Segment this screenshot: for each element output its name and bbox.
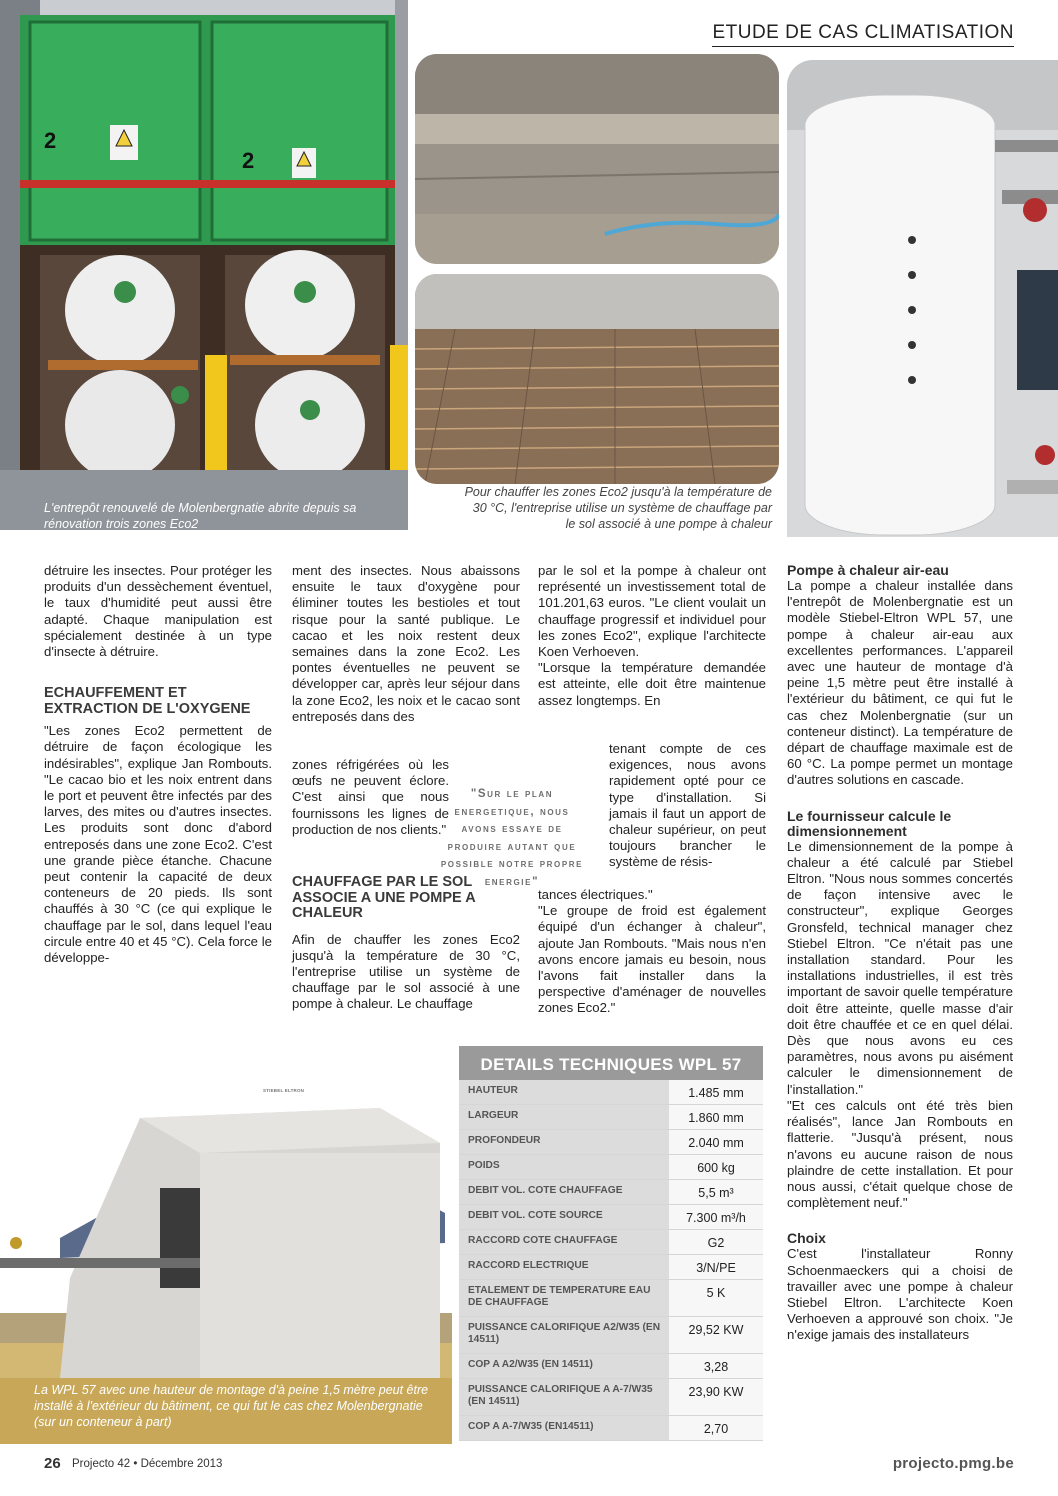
table-label: COP A A-7/W35 (EN14511) [459, 1416, 669, 1440]
table-label: DEBIT VOL. COTE SOURCE [459, 1205, 669, 1229]
column-4 [787, 563, 1013, 1344]
subheading: ECHAUFFEMENT ET EXTRACTION DE L'OXYGENE [44, 685, 251, 717]
table-value: 2,70 [669, 1416, 763, 1440]
table-label: ETALEMENT DE TEMPERATURE EAU DE CHAUFFAGE [459, 1280, 669, 1316]
table-row [459, 1416, 763, 1441]
table-label: COP A A2/W35 (EN 14511) [459, 1354, 669, 1378]
table-label: HAUTEUR [459, 1080, 669, 1104]
column-1 [44, 563, 272, 966]
table-row [459, 1379, 763, 1416]
column-2-lower [292, 875, 520, 1013]
tank-illustration [787, 60, 1058, 537]
table-value: 600 kg [669, 1155, 763, 1179]
paragraph: détruire les insectes. Pour protéger les produits d'un dessèchement éventuel, le taux d'humidité peut aussi être adapté. Chaque manipulation est spécialement destinée à un type d'insecte à détruire. [44, 563, 272, 660]
column-3-lower [538, 887, 766, 1017]
floor-heating-photo [415, 274, 779, 484]
magazine-issue: Projecto 42 • Décembre 2013 [72, 1458, 223, 1470]
paragraph: "Et ces calculs ont été très bien réalisés", lance Jan Rombouts en flatterie. "Jusqu'à présent, nous n'avons eu aucune raison de nous plaindre de cette installation. Et pour nous aussi, c'était quelque chose de complètement neuf." [787, 1097, 1013, 1211]
table-value: 5,5 m³ [669, 1180, 763, 1204]
table-row [459, 1130, 763, 1155]
warehouse-caption: L'entrepôt renouvelé de Molenbergnatie abrite depuis sa rénovation trois zones Eco2 [44, 501, 357, 531]
pull-quote: "Sur le plan energetique, nous avons essaye de produire autant que possible notre propre energie" [440, 788, 584, 888]
table-row [459, 1105, 763, 1130]
technical-details-table [459, 1046, 763, 1441]
paragraph: tenant compte de ces exigences, nous avons rapidement opté pour ce type d'installation. Si jamais il faut un apport de chaleur supérieur, on peut toujours brancher le système de résis- [609, 741, 766, 870]
table-label: PROFONDEUR [459, 1130, 669, 1154]
paragraph: "Les zones Eco2 permettent de détruire de façon écologique les indésirables", explique Jan Rombouts. "Le cacao bio et les noix entrent dans le port et peuvent être infectés par des larves, des mites ou d'autres insectes. Les produits sont donc d'abord entreposés dans une zone Eco2. C'est une grande pièce étanche. Chacune peut contenir la capacité de deux conteneurs de 20 pieds. Ils sont chauffés à 30 °C (ce qui explique le chauffage par le sol, dans lequel l'eau circule entre 40 et 45 °C). Cela force le développe- [44, 723, 272, 966]
column-3-narrow [609, 741, 766, 871]
table-label: PUISSANCE CALORIFIQUE A A-7/W35 (EN 14511) [459, 1379, 669, 1415]
warehouse-illustration [0, 0, 408, 530]
floor-heating-caption: Pour chauffer les zones Eco2 jusqu'à la température de 30 °C, l'entreprise utilise un système de chauffage par le sol associé à une pompe à chaleur [464, 485, 772, 531]
construction-photo [415, 54, 779, 264]
paragraph: ment des insectes. Nous abaissons ensuite le taux d'oxygène pour éliminer toutes les bestioles et tout risque pour la santé publique. Le cacao et les noix restent deux semaines dans la zone Eco2. Les pontes éventuelles ne peuvent se développer car, après leur séjour dans la zone Eco2, les noix et le cacao sont entreposés dans des [292, 563, 520, 724]
table-value: 5 K [669, 1280, 763, 1316]
table-row [459, 1280, 763, 1317]
wpl57-brand-label: STIEBEL ELTRON [263, 1088, 305, 1093]
paragraph: C'est l'installateur Ronny Schoenmaeckers qui a choisi de travailler avec une pompe à chaleur Stiebel Eltron. L'architecte Koen Verhoeven a approuvé son choix. "Je n'exige jamais des installateurs [787, 1246, 1013, 1343]
table-row [459, 1080, 763, 1105]
subheading: CHAUFFAGE PAR LE SOL ASSOCIE A UNE POMPE A CHALEUR [292, 874, 476, 921]
website-link[interactable]: projecto.pmg.be [892, 1455, 1014, 1472]
paragraph: "Le groupe de froid est également équipé d'un échanger à chaleur", ajoute Jan Rombouts. "Mais nous n'en avons encore jamais eu besoin, nous l'avons fait installer dans la perspective d'aménager de nouvelles zones Eco2." [538, 903, 766, 1016]
paragraph: par le sol et la pompe à chaleur ont représenté un investissement total de 101.201,63 euros. "Le client voulait un chauffage progressif et individuel pour les zones Eco2", explique l'architecte Koen Verhoeven. [538, 563, 766, 660]
table-row [459, 1230, 763, 1255]
table-label: RACCORD COTE CHAUFFAGE [459, 1230, 669, 1254]
table-title: DETAILS TECHNIQUES WPL 57 [459, 1046, 763, 1080]
table-row [459, 1354, 763, 1379]
table-row [459, 1317, 763, 1354]
table-value: 7.300 m³/h [669, 1205, 763, 1229]
tank-photo [787, 60, 1058, 537]
paragraph: zones réfrigérées où les œufs ne peuvent éclore. C'est ainsi que nous fournissons les lignes de production de nos clients." [292, 757, 449, 837]
paragraph: "Lorsque la température demandée est atteinte, elle doit être maintenue assez longtemps. En [538, 660, 766, 708]
door-number: 2 [44, 128, 57, 153]
paragraph: tances électriques." [538, 887, 653, 902]
table-label: PUISSANCE CALORIFIQUE A2/W35 (EN 14511) [459, 1317, 669, 1353]
table-value: G2 [669, 1230, 763, 1254]
table-value: 23,90 KW [669, 1379, 763, 1415]
door-number: 2 [242, 148, 255, 173]
table-row [459, 1255, 763, 1280]
table-value: 1.860 mm [669, 1105, 763, 1129]
column-2-narrow [292, 757, 449, 838]
column-3 [538, 563, 766, 709]
table-label: POIDS [459, 1155, 669, 1179]
floor-heating-illustration [415, 274, 779, 484]
subheading: Pompe à chaleur air-eau [787, 562, 949, 578]
construction-illustration [415, 54, 779, 264]
page-number: 26 [44, 1455, 61, 1472]
subheading: Le fournisseur calcule le dimensionnement [787, 807, 952, 839]
paragraph: Le dimensionnement de la pompe à chaleur a été calculé par Stiebel Eltron. "Nous nous sommes concertés de façon intensive avec le constructeur", explique Georges Gronsfeld, technical manager chez Stiebel Eltron. "Ce n'était pas une installation standard. Pour les installations industrielles, il est très important de savoir quelle température doit être atteinte, quelle masse d'air doit être chauffée et ce en quel délai. Dès que nous avons eu ces paramètres, nous avons pu aisément calculer le dimensionnement de l'installation." [787, 838, 1013, 1097]
table-value: 1.485 mm [669, 1080, 763, 1104]
subheading: Choix [787, 1230, 826, 1247]
column-2 [292, 563, 520, 725]
paragraph: Afin de chauffer les zones Eco2 jusqu'à la température de 30 °C, l'entreprise utilise un système de chauffage par le sol associé à une pompe à chaleur. Le chauffage [292, 931, 520, 1012]
paragraph: La pompe a chaleur installée dans l'entrepôt de Molenbergnatie est un modèle Stiebel-Eltron WPL 57, une pompe à chaleur air-eau aux excellentes performances. L'appareil avec une hauteur de montage d'à peine 1,5 mètre peut être installé à l'extérieur du bâtiment, ce qui fut le cas chez Molenbergnatie (sur un conteneur distinct). La température de départ de chauffage maximale est de 60 °C. La pompe permet un montage d'autres solutions en cascade. [787, 578, 1013, 788]
table-value: 2.040 mm [669, 1130, 763, 1154]
table-row [459, 1205, 763, 1230]
table-label: DEBIT VOL. COTE CHAUFFAGE [459, 1180, 669, 1204]
table-value: 29,52 KW [669, 1317, 763, 1353]
table-label: LARGEUR [459, 1105, 669, 1129]
table-value: 3/N/PE [669, 1255, 763, 1279]
table-label: RACCORD ELECTRIQUE [459, 1255, 669, 1279]
table-row [459, 1155, 763, 1180]
wpl57-caption: La WPL 57 avec une hauteur de montage d'à peine 1,5 mètre peut être installé à l'extérieur du bâtiment, ce qui fut le cas chez Molenbergnatie (sur un conteneur à part) [34, 1383, 429, 1429]
table-value: 3,28 [669, 1354, 763, 1378]
table-row [459, 1180, 763, 1205]
warehouse-photo [0, 0, 408, 530]
section-header: ETUDE DE CAS CLIMATISATION [712, 22, 1014, 47]
